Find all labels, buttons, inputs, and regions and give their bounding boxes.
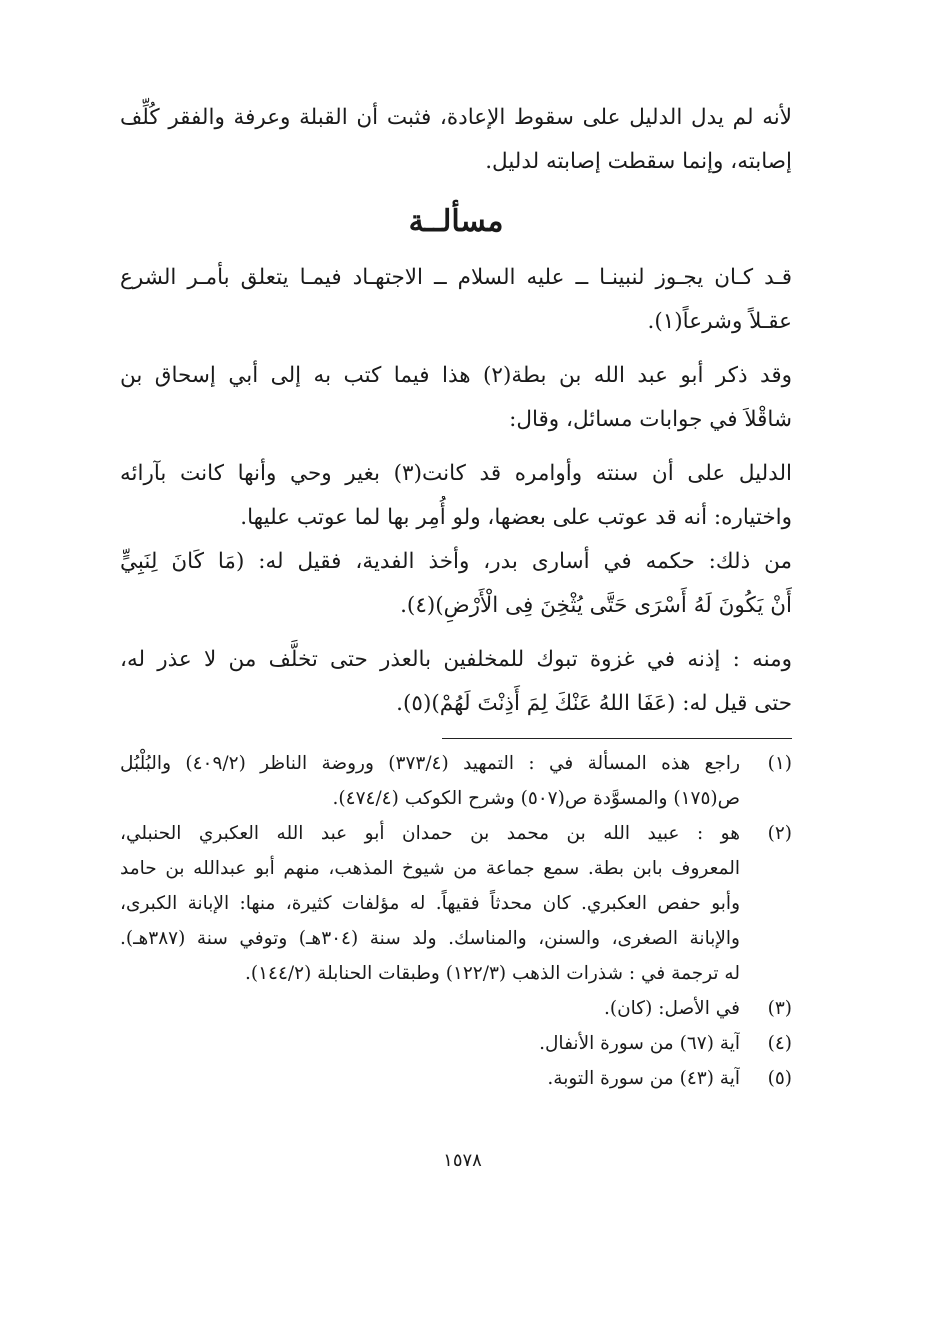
footnote-separator bbox=[442, 738, 792, 739]
text-line: قـد كـان يجـوز لنبينـا ــ عليه السلام ــ الاجتهـاد فيمـا يتعلق بأمـر الشرع bbox=[120, 265, 792, 290]
footnote-line: وأبو حفص العكبري. كان محدثاً فقيهاً. له مؤلفات كثيرة، منها: الإبانة الكبرى، bbox=[120, 893, 740, 914]
footnote-number: (٥) bbox=[767, 1068, 792, 1089]
text-line: وقد ذكر أبو عبد الله بن بطة(٢) هذا فيما كتب به إلى أبي إسحاق بن bbox=[120, 363, 792, 388]
footnote bbox=[120, 1061, 792, 1096]
footnote-number: (٤) bbox=[767, 1033, 792, 1054]
text-line: شاقْلاَ في جوابات مسائل، وقال: bbox=[509, 407, 792, 432]
footnote-line: آية (٤٣) من سورة التوبة. bbox=[547, 1068, 740, 1089]
text-line: من ذلك: حكمه في أسارى بدر، وأخذ الفدية، فقيل له: (مَا كَانَ لِنَبِيٍّ bbox=[120, 549, 792, 574]
footnote-line: راجع هذه المسألة في : التمهيد (٣٧٣/٤) وروضة الناظر (٤٠٩/٢) والبُلْبُل bbox=[120, 753, 740, 774]
footnote-number: (٣) bbox=[767, 998, 792, 1019]
text-line: إصابته، وإنما سقطت إصابته لدليل. bbox=[485, 149, 792, 174]
text-line: عقـلاً وشرعاً(١). bbox=[647, 309, 792, 334]
footnote-number: (١) bbox=[767, 753, 792, 774]
footnote-line: في الأصل: (كان). bbox=[603, 998, 740, 1019]
footnote-line: آية (٦٧) من سورة الأنفال. bbox=[539, 1033, 740, 1054]
footnote bbox=[120, 991, 792, 1026]
footnote-line: ص(١٧٥) والمسوَّدة ص(٥٠٧) وشرح الكوكب (٤٧٤/٤). bbox=[332, 788, 740, 809]
footnote-line: هو : عبيد الله بن محمد بن حمدان أبو عبد الله العكبري الحنبلي، bbox=[120, 823, 740, 844]
text-line: واختياره: أنه قد عوتب على بعضها، ولو أُمِر بها لما عوتب عليها. bbox=[240, 505, 792, 530]
footnote bbox=[120, 746, 792, 816]
footnote bbox=[120, 1026, 792, 1061]
footnote-line: المعروف بابن بطة. سمع جماعة من شيوخ المذهب، منهم أبو عبدالله بن حامد bbox=[120, 858, 740, 879]
text-line: الدليل على أن سنته وأوامره قد كانت(٣) بغير وحي وأنها كانت بآرائه bbox=[120, 461, 792, 486]
page-number: ١٥٧٨ bbox=[443, 1150, 482, 1171]
text-line: لأنه لم يدل الدليل على سقوط الإعادة، فثبت أن القبلة وعرفة والفقر كُلِّف bbox=[120, 105, 792, 130]
footnote-line: والإبانة الصغرى، والسنن، والمناسك. ولد سنة (٣٠٤هـ) وتوفي سنة (٣٨٧هـ). bbox=[120, 928, 740, 949]
footnotes bbox=[120, 746, 792, 1096]
text-line: ومنه : إذنه في غزوة تبوك للمخلفين بالعذر حتى تخلَّف من لا عذر له، bbox=[120, 647, 792, 672]
text-line: أَنْ يَكُونَ لَهُ أَسْرَى حَتَّى يُثْخِنَ فِى الْأَرْضِ)(٤). bbox=[400, 593, 792, 618]
footnote-number: (٢) bbox=[767, 823, 792, 844]
section-heading: مسألــة bbox=[408, 204, 504, 239]
footnote bbox=[120, 816, 792, 991]
footnote-line: له ترجمة في : شذرات الذهب (١٢٢/٣) وطبقات الحنابلة (١٤٤/٢). bbox=[244, 963, 740, 984]
text-line: حتى قيل له: (عَفَا اللهُ عَنْكَ لِمَ أَذِنْتَ لَهُمْ)(٥). bbox=[396, 691, 792, 716]
main-text bbox=[120, 96, 792, 1089]
